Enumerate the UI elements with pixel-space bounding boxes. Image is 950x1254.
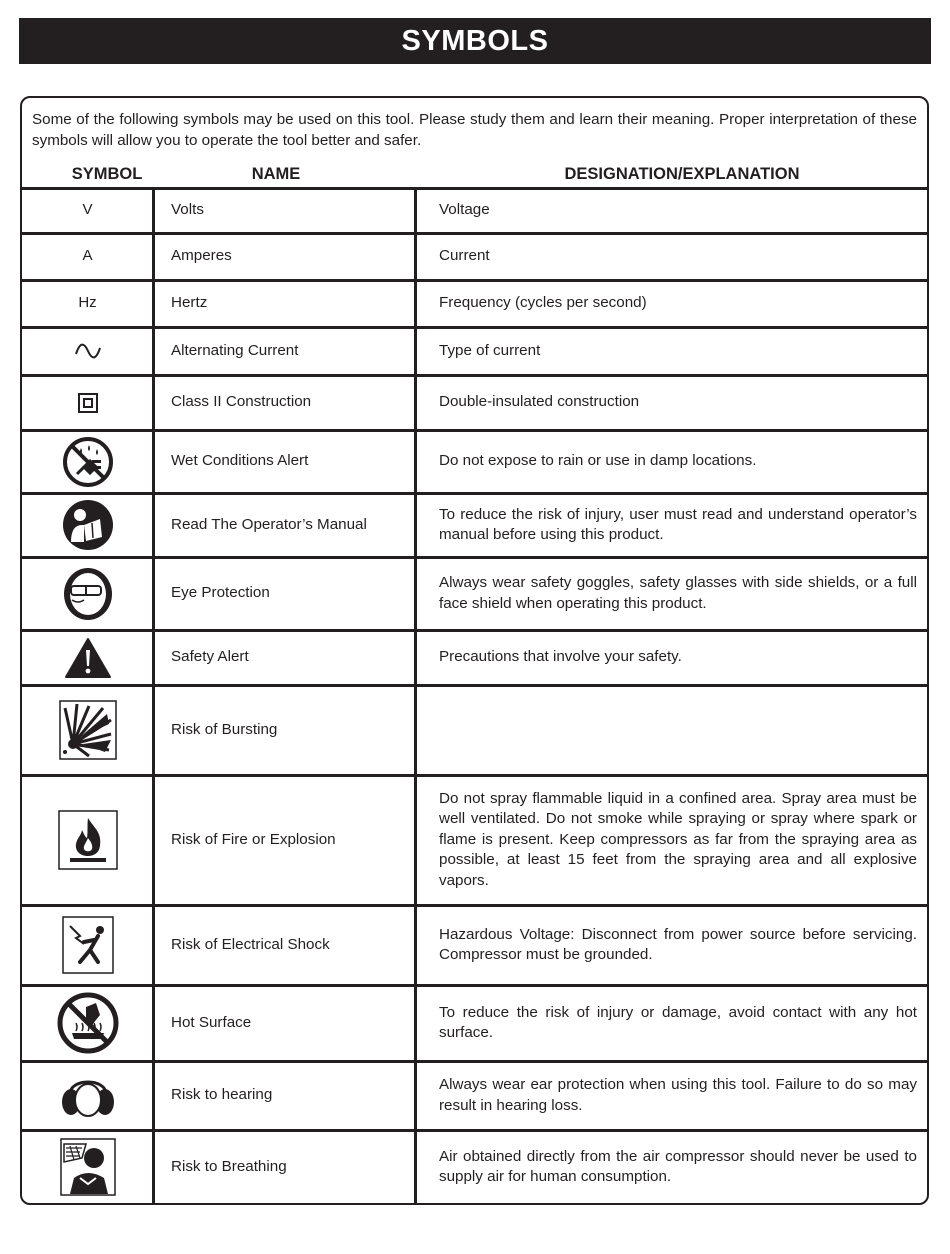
symbol-designation bbox=[439, 281, 917, 326]
symbol-cell bbox=[22, 431, 153, 492]
symbol-designation-text: Frequency (cycles per second) bbox=[439, 294, 647, 312]
symbol-designation-text: Voltage bbox=[439, 201, 490, 219]
symbol-cell bbox=[22, 631, 153, 684]
symbol-designation bbox=[439, 189, 917, 232]
symbol-designation-text: To reduce the risk of injury, user must read and understand operator’s manual before using this product. bbox=[439, 505, 917, 543]
breathing-risk-icon bbox=[60, 1138, 116, 1196]
symbol-name-text: Safety Alert bbox=[171, 648, 249, 666]
symbol-name-text: Risk of Bursting bbox=[171, 720, 278, 738]
symbol-name-text: Risk to Breathing bbox=[171, 1157, 287, 1175]
symbol-designation-text: To reduce the risk of injury or damage, avoid contact with any hot surface. bbox=[439, 1003, 917, 1041]
alternating-current-icon bbox=[73, 341, 103, 361]
symbol-cell bbox=[22, 686, 153, 774]
symbol-designation-text: Current bbox=[439, 247, 490, 265]
symbol-designation bbox=[439, 431, 917, 492]
symbol-designation bbox=[439, 234, 917, 279]
symbol-cell bbox=[22, 776, 153, 904]
symbol-name-text: Risk of Electrical Shock bbox=[171, 935, 330, 953]
symbol-cell bbox=[22, 1131, 153, 1203]
symbol-designation-text: Type of current bbox=[439, 341, 541, 359]
symbol-designation-text: Do not spray flammable liquid in a confined area. Spray area must be well ventilated. Do not smoke while spraying or spray where spark or flame is present. Keep compressors as far from the spraying area as possible, at least 15 feet from the spraying area and all explosive vapors. bbox=[439, 789, 917, 889]
symbol-name-text: Amperes bbox=[171, 247, 232, 265]
symbol-designation-text: Always wear ear protection when using this tool. Failure to do so may result in hearing loss. bbox=[439, 1076, 917, 1114]
hot-surface-icon bbox=[56, 991, 120, 1055]
symbol-name-text: Volts bbox=[171, 201, 204, 219]
symbol-cell bbox=[22, 494, 153, 556]
symbol-name-text: Hot Surface bbox=[171, 1013, 252, 1031]
symbol-cell bbox=[22, 376, 153, 429]
symbol-cell bbox=[22, 234, 153, 279]
symbol-name bbox=[171, 328, 411, 374]
symbol-name-text: Risk to hearing bbox=[171, 1086, 273, 1104]
read-manual-icon bbox=[62, 499, 114, 551]
symbol-designation bbox=[439, 376, 917, 429]
table-column-divider bbox=[414, 187, 417, 1203]
symbol-designation bbox=[439, 906, 917, 984]
symbol-name bbox=[171, 906, 411, 984]
symbol-name bbox=[171, 431, 411, 492]
symbol-text: A bbox=[82, 247, 93, 265]
page-title: SYMBOLS bbox=[19, 18, 931, 64]
symbol-name-text: Eye Protection bbox=[171, 584, 270, 602]
symbol-name bbox=[171, 631, 411, 684]
symbol-name bbox=[171, 558, 411, 629]
symbol-designation bbox=[439, 1131, 917, 1203]
symbol-name bbox=[171, 234, 411, 279]
symbol-designation bbox=[439, 631, 917, 684]
symbol-cell bbox=[22, 189, 153, 232]
symbol-designation bbox=[439, 558, 917, 629]
symbol-designation-text: Hazardous Voltage: Disconnect from power source before servicing. Compressor must be grounded. bbox=[439, 925, 917, 963]
electrical-shock-icon bbox=[62, 916, 114, 974]
symbol-text: Hz bbox=[78, 294, 97, 312]
header-name: NAME bbox=[251, 165, 301, 183]
symbol-cell bbox=[22, 281, 153, 326]
safety-alert-icon bbox=[64, 637, 112, 679]
symbol-name-text: Risk of Fire or Explosion bbox=[171, 830, 336, 848]
intro-paragraph: Some of the following symbols may be used on this tool. Please study them and learn their meaning. Proper interpretation of these symbols will allow you to operate the tool better and safer. bbox=[32, 111, 917, 149]
symbol-name-text: Wet Conditions Alert bbox=[171, 452, 309, 470]
symbol-designation-text: Always wear safety goggles, safety glasses with side shields, or a full face shield when operating this product. bbox=[439, 574, 917, 612]
symbol-designation-text: Do not expose to rain or use in damp locations. bbox=[439, 452, 757, 470]
symbol-name bbox=[171, 281, 411, 326]
symbol-designation bbox=[439, 686, 917, 774]
symbol-name bbox=[171, 1131, 411, 1203]
wet-conditions-icon bbox=[62, 436, 114, 488]
symbol-cell bbox=[22, 1062, 153, 1129]
symbol-cell bbox=[22, 986, 153, 1060]
risk-of-bursting-icon bbox=[59, 700, 117, 760]
symbol-name bbox=[171, 494, 411, 556]
symbol-name bbox=[171, 986, 411, 1060]
symbol-name bbox=[171, 686, 411, 774]
symbol-cell bbox=[22, 328, 153, 374]
symbol-designation bbox=[439, 1062, 917, 1129]
symbol-name bbox=[171, 776, 411, 904]
hearing-protection-icon bbox=[60, 1074, 116, 1118]
symbol-name bbox=[171, 376, 411, 429]
class-ii-construction-icon bbox=[77, 392, 99, 414]
symbol-designation bbox=[439, 986, 917, 1060]
symbol-name bbox=[171, 189, 411, 232]
header-symbol: SYMBOL bbox=[71, 165, 143, 183]
symbol-designation-text: Double-insulated construction bbox=[439, 393, 640, 411]
symbol-text: V bbox=[82, 201, 93, 219]
symbol-name bbox=[171, 1062, 411, 1129]
symbol-cell bbox=[22, 906, 153, 984]
symbol-designation bbox=[439, 776, 917, 904]
symbol-name-text: Hertz bbox=[171, 294, 208, 312]
symbol-cell bbox=[22, 558, 153, 629]
header-designation: DESIGNATION/EXPLANATION bbox=[564, 165, 800, 183]
eye-protection-icon bbox=[62, 566, 114, 622]
symbol-name-text: Class II Construction bbox=[171, 393, 312, 411]
symbol-name-text: Read The Operator’s Manual bbox=[171, 515, 367, 533]
symbol-designation-text: Precautions that involve your safety. bbox=[439, 648, 682, 666]
fire-explosion-icon bbox=[58, 810, 118, 870]
symbol-name-text: Alternating Current bbox=[171, 341, 299, 359]
symbol-designation bbox=[439, 328, 917, 374]
symbol-designation bbox=[439, 494, 917, 556]
symbol-designation-text: Air obtained directly from the air compressor should never be used to supply air for human consumption. bbox=[439, 1147, 917, 1185]
